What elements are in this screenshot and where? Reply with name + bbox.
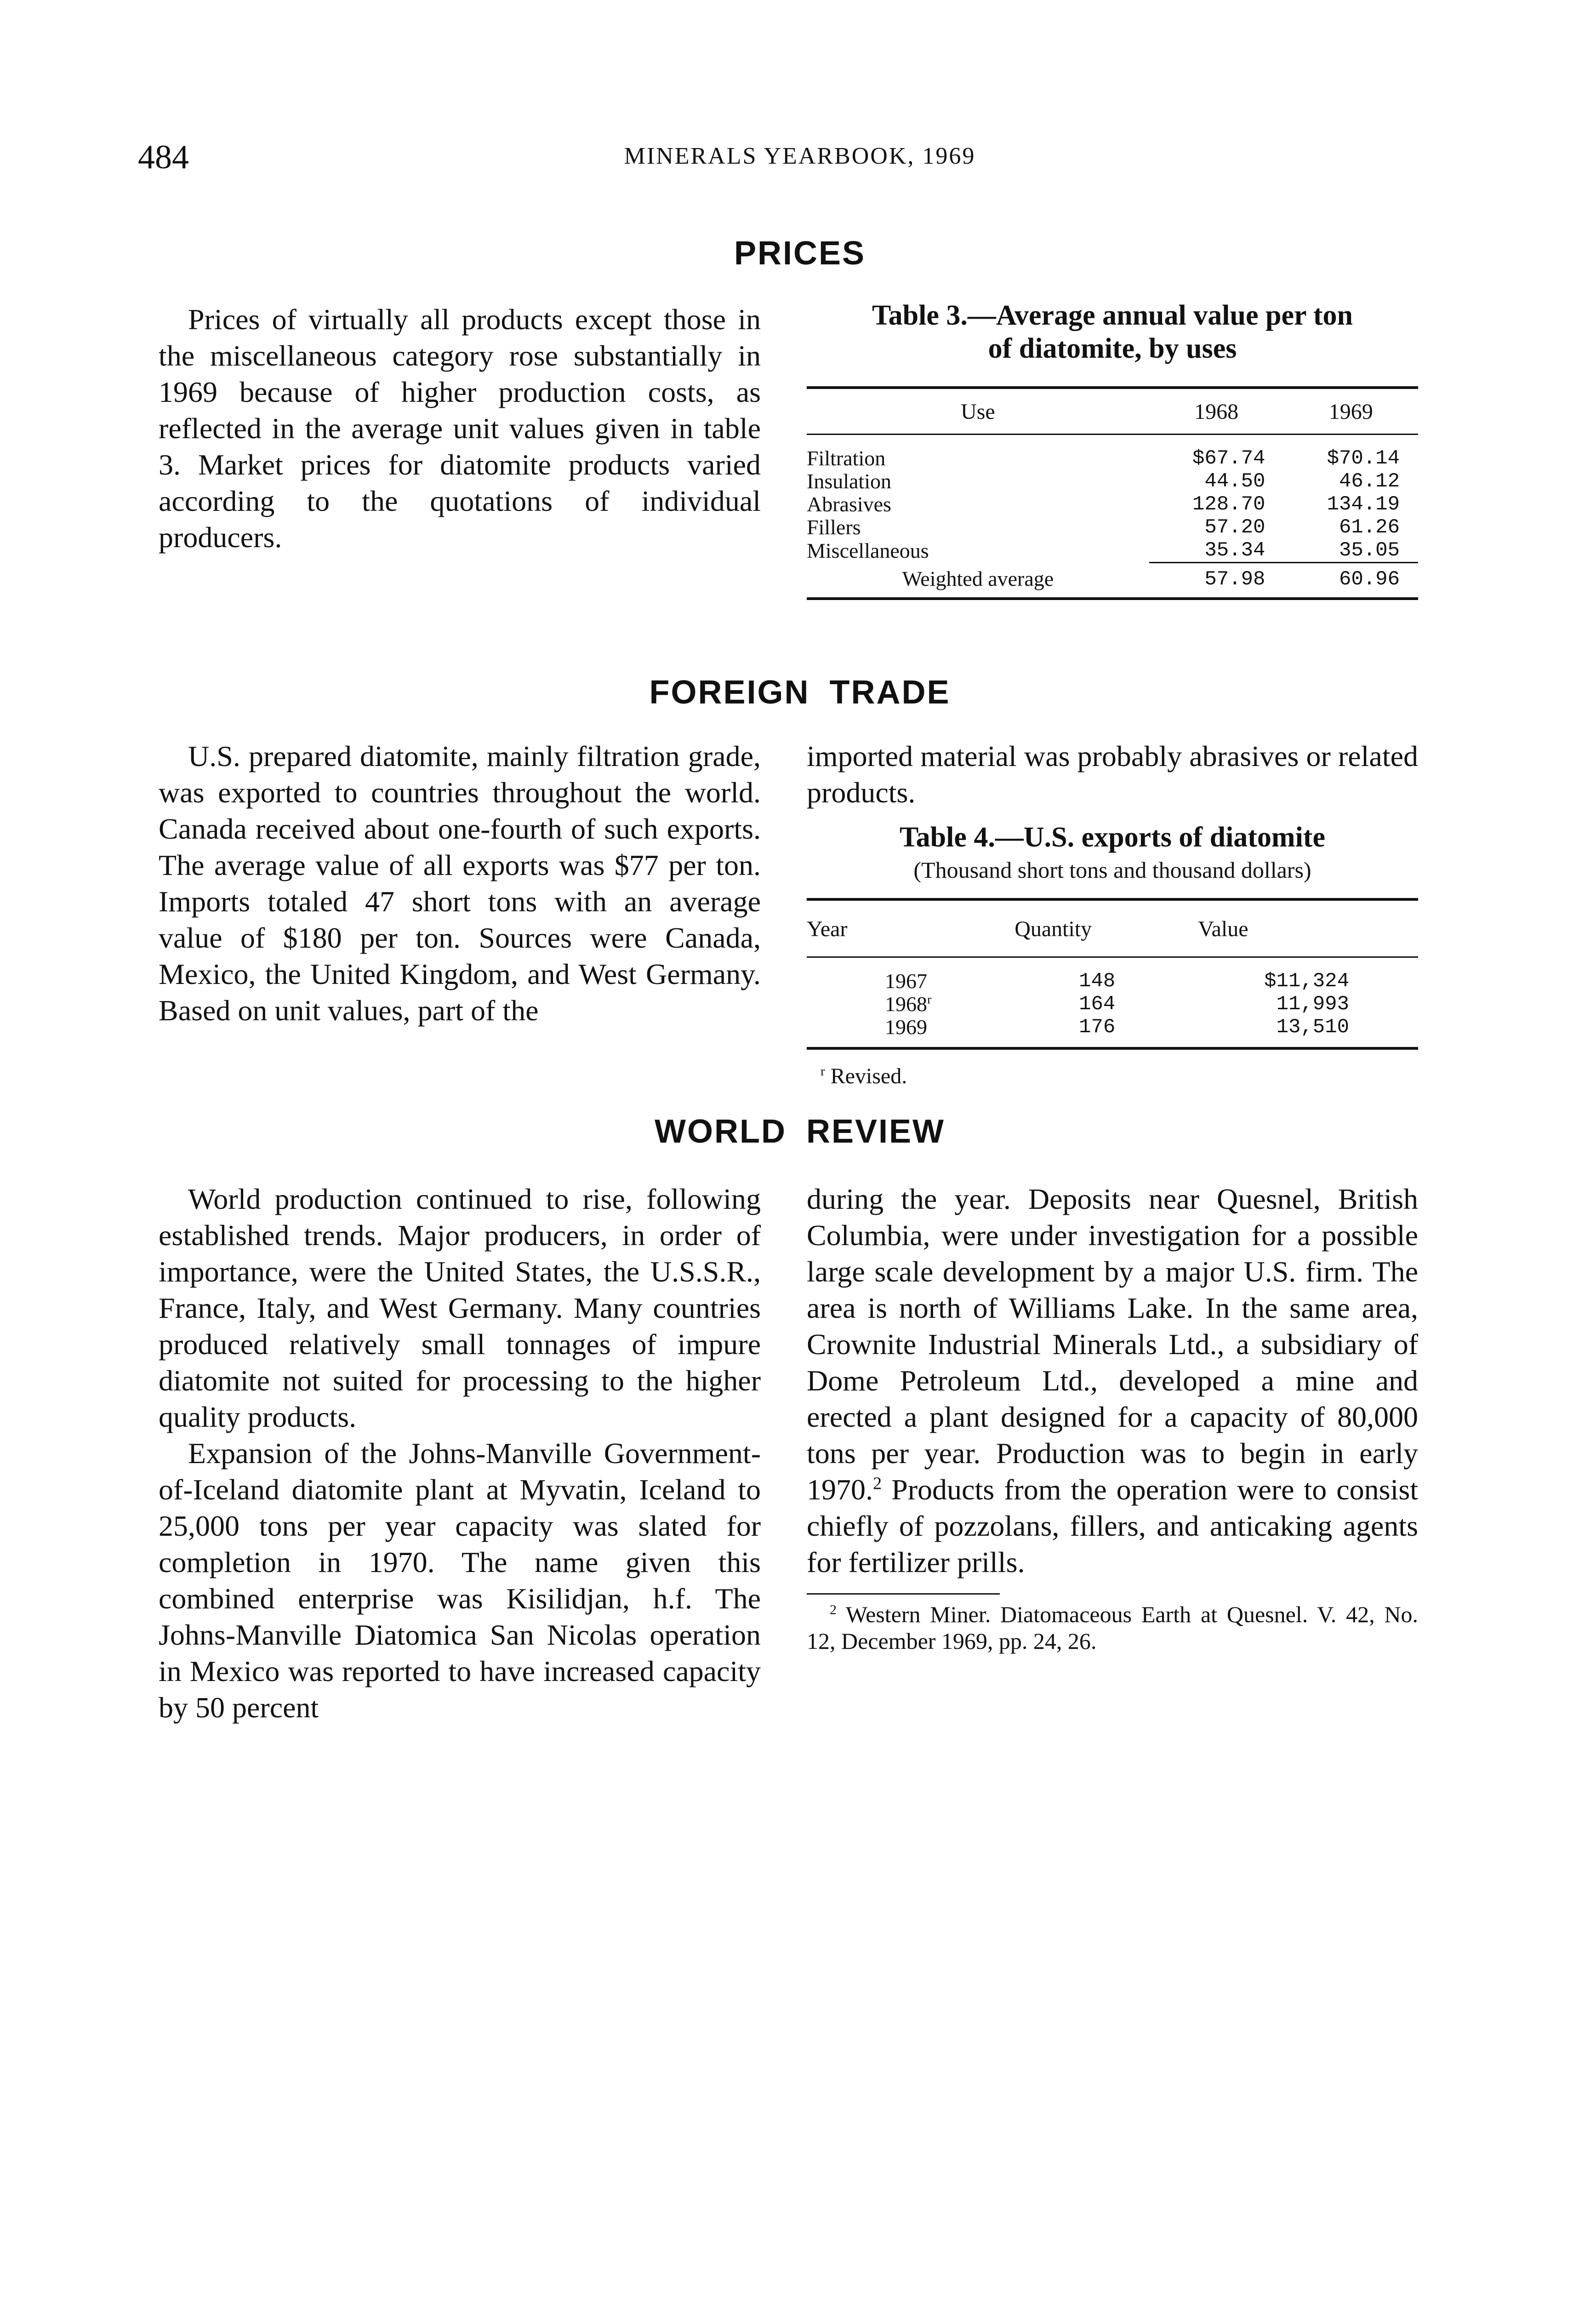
table-row [807,539,1418,563]
table4-header-value: Value [1180,899,1418,957]
footnote-number: 2 [830,1602,837,1618]
table-row [807,493,1418,516]
table4-value: 11,993 [1276,993,1349,1016]
footnote-text: Western Miner. Diatomaceous Earth at Quesnel. V. 42, No. 12, December 1969, pp. 24, 26. [807,1601,1418,1654]
prices-heading: PRICES [734,235,866,272]
world-review-left-column [159,1181,761,1726]
foreign-trade-left-column [159,738,761,1029]
table4-year [807,1016,1015,1048]
table3-header-use: Use [807,388,1149,435]
table-row [807,435,1418,470]
table4-value: $11,324 [1264,970,1349,993]
table3-value-1969: 35.05 [1339,539,1400,562]
table3-use: Abrasives [807,492,891,516]
world-review-heading: WORLD REVIEW [655,1113,945,1150]
footnote-reference: 2 [873,1474,882,1493]
table4-value: 13,510 [1276,1016,1349,1039]
table4-subtitle: (Thousand short tons and thousand dollars) [913,857,1311,883]
table-row [807,957,1418,993]
table4-note-text: Revised. [830,1064,907,1088]
table4-year-label: 1968 [885,992,927,1016]
table3-value-1969: 61.26 [1339,516,1400,539]
table-row [807,1016,1418,1048]
table3-grid [807,386,1418,600]
world-review-right-column [807,1181,1418,1654]
table3-value-1969: 134.19 [1327,493,1400,516]
foreign-trade-right-column [807,738,1418,1094]
table3 [807,299,1418,600]
table4-year-label: 1969 [885,1015,927,1039]
world-review-paragraph-2: Expansion of the Johns-Manville Government-of-Iceland diatomite plant at Myvatin, Iceland to 25,000 tons per year capacity was slated for completion in 1970. The name given this combined enterprise was Kisilidjan, h.f. The Johns-Manville Diatomica San Nicolas operation in Mexico was reported to have increased capacity by 50 percent [159,1437,761,1724]
table3-title-line1: Table 3.—Average annual value per ton [872,300,1353,331]
table4-header-year: Year [807,899,1015,957]
table3-value-1968: 57.20 [1204,516,1265,539]
foreign-trade-heading: FOREIGN TRADE [649,674,951,711]
world-review-text-a: during the year. Deposits near Quesnel, British Columbia, were under investigation for a possible large scale development by a major U.S. firm. The area is north of Williams Lake. In the same area, Crownite Industrial Minerals Ltd., a subsidiary of Dome Petroleum Ltd., developed a mine and erected a plant designed for a capacity of 80,000 tons per year. Production was to begin in early 1970. [807,1183,1418,1506]
table4-header-quantity: Quantity [1015,899,1180,957]
table3-use: Insulation [807,469,891,493]
foreign-trade-paragraph: U.S. prepared diatomite, mainly filtration grade, was exported to countries throughout the world. Canada received about one-fourth of such exports. The average value of all exports was $77 per ton. Imports totaled 47 short tons with an average value of $180 per ton. Sources were Canada, Mexico, the United Kingdom, and West Germany. Based on unit values, part of the [159,740,761,1027]
page-number: 484 [138,138,189,176]
table3-value-1969: $70.14 [1327,447,1400,470]
page-header [138,138,1462,189]
table3-value-1968: 35.34 [1204,539,1265,562]
table4-quantity: 176 [1079,1016,1116,1039]
table4-title: Table 4.—U.S. exports of diatomite [900,822,1325,853]
table4-quantity: 148 [1079,970,1116,993]
table-row [807,993,1418,1016]
table3-title-line2: of diatomite, by uses [988,333,1237,364]
table3-header-1969: 1969 [1283,388,1418,435]
world-review-paragraph-1: World production continued to rise, following established trends. Major producers, in order of importance, were the United States, the U.S.S.R., France, Italy, and West Germany. Many countries produced relatively small tonnages of impure diatomite not suited for processing to the higher quality products. [159,1183,761,1433]
world-review-paragraph-3 [807,1181,1418,1580]
running-title: MINERALS YEARBOOK, 1969 [624,143,976,169]
table4-grid [807,898,1418,1050]
table3-value-1968: $67.74 [1192,447,1265,470]
table4-year [807,993,1015,1016]
foreign-trade-paragraph-continued: imported material was probably abrasives or related products. [807,740,1418,809]
table3-average-1968: 57.98 [1149,563,1284,599]
table4-note-mark: r [821,1064,825,1079]
table-row-average [807,563,1418,599]
table4-year [807,957,1015,993]
table3-value-1969: 46.12 [1339,470,1400,493]
table-row [807,470,1418,493]
table-row [807,516,1418,539]
table4-quantity: 164 [1079,993,1116,1016]
table3-use: Fillers [807,515,861,539]
table3-average-label: Weighted average [902,567,1054,591]
prices-paragraph: Prices of virtually all products except those in the miscellaneous category rose substantially in 1969 because of higher production costs, as reflected in the average unit values given in table 3. Market prices for diatomite products varied according to the quotations of individual producers. [159,303,761,554]
table3-average-1969: 60.96 [1283,563,1418,599]
prices-column [159,301,761,555]
table4 [807,821,1418,1094]
footnote [807,1601,1418,1654]
table3-value-1968: 128.70 [1192,493,1265,516]
table4-year-label: 1967 [885,969,927,993]
world-review-text-b: Products from the operation were to consist chiefly of pozzolans, fillers, and anticaking agents for fertilizer prills. [807,1473,1418,1578]
table4-note [807,1058,1418,1094]
table3-use: Filtration [807,446,886,470]
revised-mark: r [927,992,932,1007]
footnote-divider [807,1593,1000,1595]
table3-value-1968: 44.50 [1204,470,1265,493]
table3-header-1968: 1968 [1149,388,1284,435]
table3-use: Miscellaneous [807,538,929,562]
